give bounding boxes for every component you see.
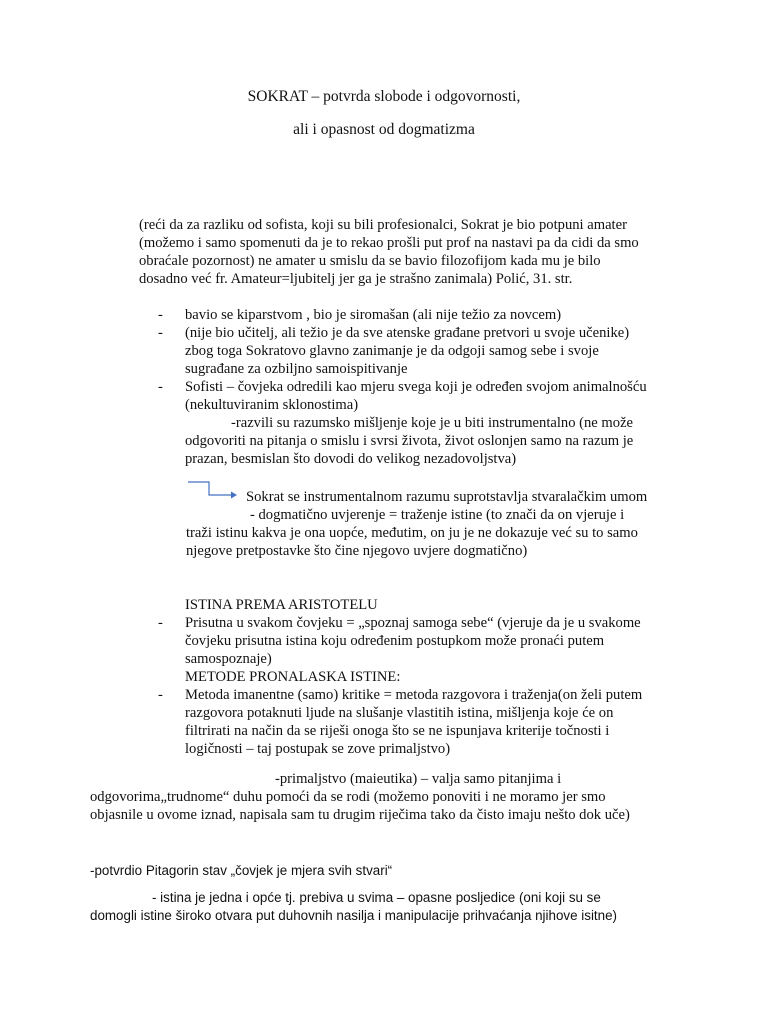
arrow-text-line: - dogmatično uvjerenje = traženje istine (to znači da on vjeruje i	[250, 507, 625, 523]
istina-paragraph	[90, 889, 690, 925]
dash-bullet: -	[158, 325, 163, 341]
bullet-list-1	[139, 306, 699, 468]
list-item	[139, 378, 699, 414]
list-item	[139, 614, 699, 668]
dash-bullet: -	[158, 687, 163, 703]
list-item-text: bavio se kiparstvom , bio je siromašan (ali nije težio za novcem)	[185, 307, 562, 323]
paragraph-line: odgovorima„trudnome“ duhu pomoći da se rodi (možemo ponoviti i ne moramo jer smo	[90, 789, 606, 805]
list-item	[139, 324, 699, 378]
dash-bullet: -	[158, 615, 163, 631]
section-heading: METODE PRONALASKA ISTINE:	[185, 669, 401, 685]
section-heading: ISTINA PREMA ARISTOTELU	[185, 597, 378, 613]
list-item-text: (nije bio učitelj, ali težio je da sve atenske građane pretvori u svoje učenike)	[185, 325, 630, 341]
intro-paragraph	[139, 216, 699, 288]
sub-paragraph	[139, 414, 699, 468]
intro-line: (reći da za razliku od sofista, koji su bili profesionalci, Sokrat je bio potpuni amater	[139, 217, 627, 233]
title-line-2: ali i opasnost od dogmatizma	[293, 121, 475, 138]
paragraph-line: - istina je jedna i opće tj. prebiva u svima – opasne posljedice (oni koji su se	[152, 890, 601, 905]
arrow-text-line: njegove pretpostavke što čine njegovo uvjere dogmatično)	[186, 543, 528, 559]
paragraph-line: -primaljstvo (maieutika) – valja samo pitanjima i	[275, 771, 562, 787]
list-item-text: zbog toga Sokratovo glavno zanimanje je da odgoji samog sebe i svoje	[185, 343, 599, 359]
list-item-text: Metoda imanentne (samo) kritike = metoda razgovora i traženja(on želi putem	[185, 687, 643, 703]
list-item	[139, 306, 699, 324]
list-item-text: samospoznaje)	[185, 651, 272, 667]
intro-line: dosadno već fr. Amateur=ljubitelj jer ga je strašno zanimala) Polić, 31. str.	[139, 271, 573, 287]
sub-line: prazan, besmislan što dovodi do velikog nezadovoljstva)	[185, 451, 517, 467]
pitagora-line: -potvrdio Pitagorin stav „čovjek je mjera svih stvari“	[90, 863, 393, 878]
primaljstvo-paragraph	[90, 770, 690, 824]
intro-line: obraćale pozornost) ne amater u smislu da se bavio filozofijom kada mu je bilo	[139, 253, 601, 269]
list-item-text: Prisutna u svakom čovjeku = „spoznaj samoga sebe“ (vjeruje da je u svakome	[185, 615, 641, 631]
list-item-text: logičnosti – taj postupak se zove primaljstvo)	[185, 741, 451, 757]
paragraph-line: domogli istine široko otvara put duhovnih nasilja i manipulacije prihvaćanja njihove isitne)	[90, 908, 617, 923]
arrow-text-line: traži istinu kakva je ona uopće, međutim, on ju je ne dokazuje već su to samo	[186, 525, 638, 541]
aristotel-section	[139, 596, 699, 758]
list-item-text: Sofisti – čovjeka odredili kao mjeru svega koji je određen svojom animalnošću	[185, 379, 647, 395]
list-item-text: razgovora potaknuti ljude na slušanje vlastitih istina, mišljenja koje će on	[185, 705, 614, 721]
paragraph-line: objasnile u ovome iznad, napisala sam tu drugim riječima tako da čisto imaju nešto dok uče)	[90, 807, 630, 823]
list-item-text: (nekultuviranim sklonostima)	[185, 397, 359, 413]
dash-bullet: -	[158, 379, 163, 395]
bent-arrow-icon	[187, 481, 237, 501]
arrow-text-line: Sokrat se instrumentalnom razumu suprotstavlja stvaralačkim umom	[246, 489, 648, 505]
title-line-1: SOKRAT – potvrda slobode i odgovornosti,	[247, 88, 521, 105]
sub-line: -razvili su razumsko mišljenje koje je u biti instrumentalno (ne može	[231, 415, 634, 431]
arrow-text-continuation	[186, 524, 706, 560]
intro-line: (možemo i samo spomenuti da je to rekao prošli put prof na nastavi pa da cidi da smo	[139, 235, 639, 251]
list-item-text: filtrirati na način da se riješi onoga što se ne ispunjava kriterije točnosti i	[185, 723, 610, 739]
list-item-text: čovjeku prisutna istina koju određenim postupkom može pronaći putem	[185, 633, 605, 649]
list-item	[139, 686, 699, 758]
dash-bullet: -	[158, 307, 163, 323]
sub-line: odgovoriti na pitanja o smislu i svrsi života, život oslonjen samo na razum je	[185, 433, 634, 449]
list-item-text: sugrađane za ozbiljno samoispitivanje	[185, 361, 408, 377]
